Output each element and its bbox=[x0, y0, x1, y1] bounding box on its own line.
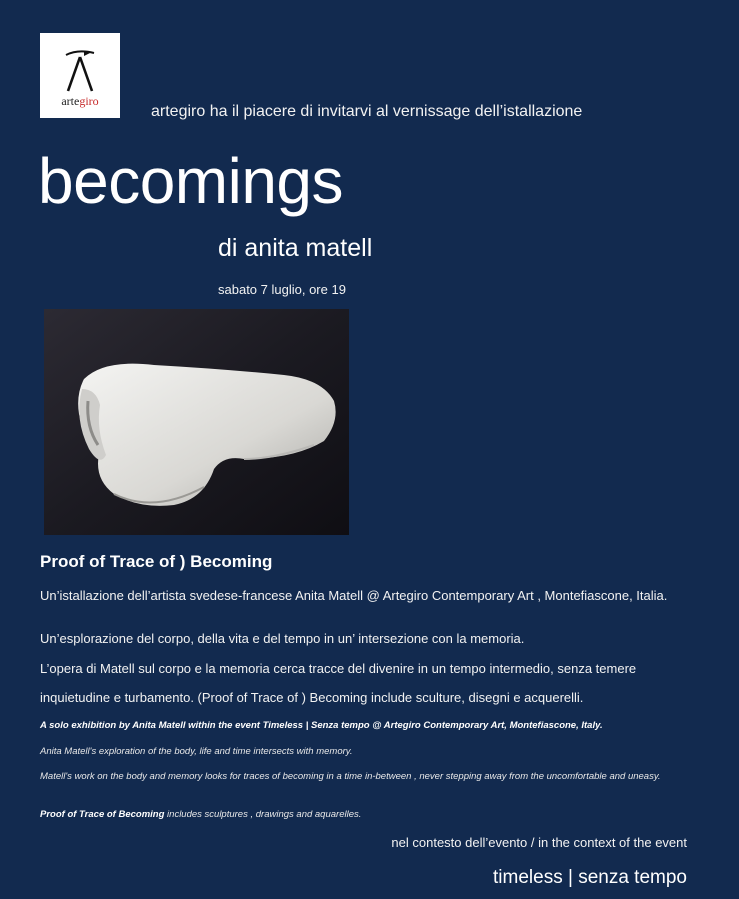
logo-wordmark-giro: giro bbox=[79, 94, 99, 108]
english-paragraph-4-rest: includes sculptures , drawings and aquarelles. bbox=[164, 809, 362, 820]
sculpture-photo bbox=[44, 309, 349, 535]
logo-wordmark bbox=[40, 94, 120, 109]
italian-paragraph-3: L’opera di Matell sul corpo e la memoria cerca tracce del divenire in un tempo intermedio, senza temere bbox=[40, 661, 637, 676]
artist-name: di anita matell bbox=[218, 234, 373, 262]
artegiro-logo bbox=[40, 33, 120, 118]
white-sculpture-photo bbox=[44, 309, 349, 535]
invitation-text: artegiro ha il piacere di invitarvi al vernissage dell’istallazione bbox=[151, 103, 583, 120]
artegiro-logo-icon bbox=[54, 47, 106, 95]
event-date: sabato 7 luglio, ore 19 bbox=[218, 282, 346, 297]
work-title: Proof of Trace of ) Becoming bbox=[40, 552, 273, 571]
english-paragraph-4 bbox=[40, 809, 680, 821]
english-paragraph-1: A solo exhibition by Anita Matell within the event Timeless | Senza tempo @ Artegiro Contemporary Art, Montefiascone, Italy. bbox=[40, 720, 603, 731]
english-work-title: Proof of Trace of Becoming bbox=[40, 809, 165, 820]
italian-paragraph-2: Un’esplorazione del corpo, della vita e del tempo in un’ intersezione con la memoria. bbox=[40, 631, 525, 646]
english-paragraph-2: Anita Matell's exploration of the body, life and time intersects with memory. bbox=[40, 746, 353, 757]
italian-paragraph-4: inquietudine e turbamento. (Proof of Trace of ) Becoming include sculture, disegni e acquerelli. bbox=[40, 690, 584, 705]
italian-paragraph-1: Un’istallazione dell’artista svedese-francese Anita Matell @ Artegiro Contemporary Art , Montefiascone, Italia. bbox=[40, 588, 668, 603]
event-context: nel contesto dell’evento / in the context of the event bbox=[391, 835, 687, 850]
event-name: timeless | senza tempo bbox=[493, 867, 687, 888]
logo-wordmark-arte: arte bbox=[61, 94, 80, 108]
english-paragraph-3: Matell's work on the body and memory looks for traces of becoming in a time in-between , never stepping away from the uncomfortable and uneasy. bbox=[40, 771, 661, 782]
exhibition-title: becomings bbox=[38, 145, 343, 217]
